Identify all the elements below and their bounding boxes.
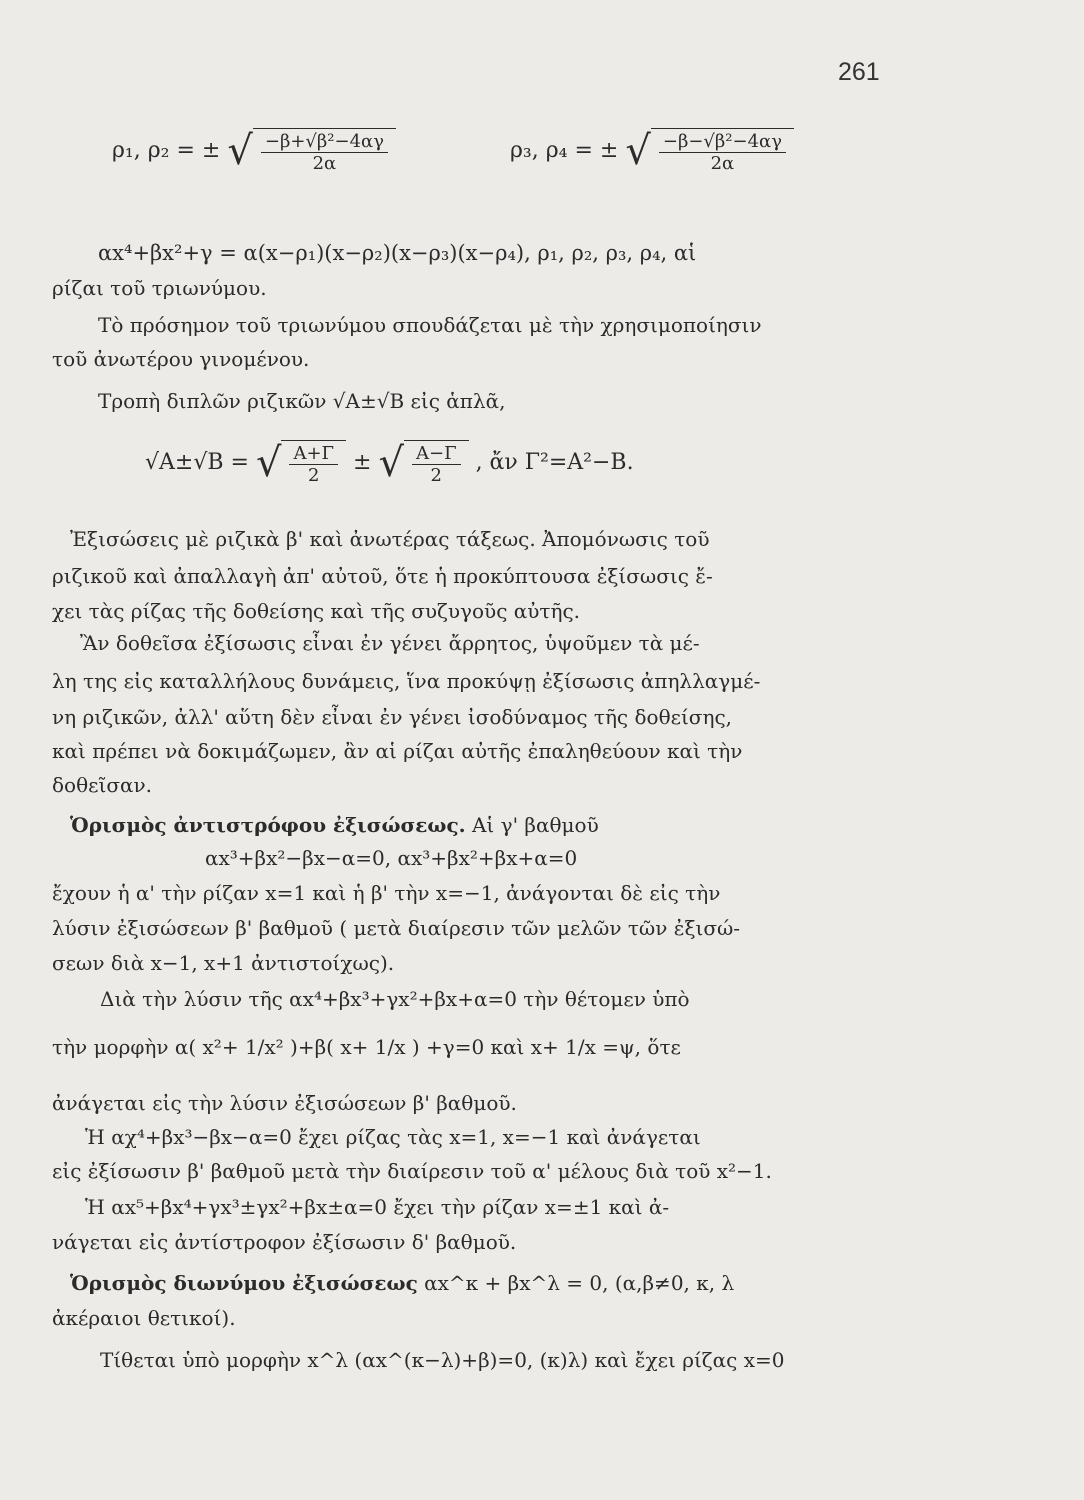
heading-rest: Αἱ γ' βαθμοῦ (465, 813, 599, 837)
formula-roots-1 (112, 128, 396, 174)
numerator: −β+√β²−4αγ (261, 131, 388, 153)
text-line: σεων διὰ x−1, x+1 ἀντιστοίχως). (52, 951, 395, 975)
formula-roots-1-left: ρ₁, ρ₂ = ± (112, 138, 221, 163)
text-line: Ἐξισώσεις μὲ ριζικὰ β' καὶ ἀνωτέρας τάξεως. Ἀπομόνωσις τοῦ (70, 527, 710, 551)
denominator: 2α (710, 153, 735, 174)
text-line: Ἡ αχ⁴+βx³−βx−α=0 ἔχει ρίζας τὰς x=1, x=−1 καὶ ἀνάγεται (85, 1125, 701, 1149)
text-line: ἀνάγεται εἰς τὴν λύσιν ἐξισώσεων β' βαθμοῦ. (52, 1091, 517, 1115)
text-line: Ἡ αx⁵+βx⁴+γx³±γx²+βx±α=0 ἔχει τὴν ρίζαν x=±1 καὶ ἀ- (85, 1195, 670, 1219)
text-line: λύσιν ἐξισώσεων β' βαθμοῦ ( μετὰ διαίρεσιν τῶν μελῶν τῶν ἐξισώ- (52, 916, 741, 940)
plus-minus-sign: ± (353, 450, 372, 475)
formula-double-radical (145, 440, 634, 486)
formula-roots-2-left: ρ₃, ρ₄ = ± (510, 138, 619, 163)
formula-roots-2 (510, 128, 794, 174)
denominator: 2 (308, 465, 320, 486)
formula-roots-2-radicand (651, 128, 794, 174)
text-line: τὴν μορφὴν α( x²+ 1/x² )+β( x+ 1/x ) +γ=0 καὶ x+ 1/x =ψ, ὅτε (52, 1035, 681, 1059)
numerator: A−Γ (412, 443, 461, 465)
radical-icon: √ (255, 440, 282, 486)
denominator: 2 (430, 465, 442, 486)
section-heading-binomial (70, 1270, 904, 1296)
radicand (281, 440, 346, 486)
section-heading-reciprocal (70, 812, 904, 838)
text-line: ἔχουν ἡ α' τὴν ρίζαν x=1 καὶ ἡ β' τὴν x=−1, ἀνάγονται δὲ εἰς τὴν (52, 881, 721, 905)
text-line: νη ριζικῶν, ἀλλ' αὕτη δὲν εἶναι ἐν γένει ἰσοδύναμος τῆς δοθείσης, (52, 705, 732, 729)
text-line: Ἂν δοθεῖσα ἐξίσωσις εἶναι ἐν γένει ἄρρητος, ὑψοῦμεν τὰ μέ- (80, 631, 700, 655)
text-line: Τίθεται ὑπὸ μορφὴν x^λ (αx^(κ−λ)+β)=0, (κ)λ) καὶ ἔχει ρίζας x=0 (100, 1348, 785, 1372)
text-line: ριζικοῦ καὶ ἀπαλλαγὴ ἀπ' αὐτοῦ, ὅτε ἡ προκύπτουσα ἐξίσωσις ἔ- (52, 564, 713, 588)
page-number: 261 (838, 58, 880, 86)
formula-reciprocal-cubic: αx³+βx²−βx−α=0, αx³+βx²+βx+α=0 (205, 846, 578, 870)
denominator: 2α (312, 153, 337, 174)
equals-sign: = (230, 450, 249, 475)
text-line: ἀκέραιοι θετικοί). (52, 1306, 236, 1330)
text-line: Τὸ πρόσημον τοῦ τριωνύμου σπουδάζεται μὲ τὴν χρησιμοποίησιν (98, 313, 762, 337)
formula-factorization: αx⁴+βx²+γ = α(x−ρ₁)(x−ρ₂)(x−ρ₃)(x−ρ₄), ρ₁, ρ₂, ρ₃, ρ₄, αἱ (98, 241, 697, 265)
text-line: καὶ πρέπει νὰ δοκιμάζωμεν, ἂν αἱ ρίζαι αὐτῆς ἐπαληθεύουν καὶ τὴν (52, 739, 743, 763)
text-line: δοθεῖσαν. (52, 773, 152, 797)
formula-roots-1-radicand (253, 128, 396, 174)
heading-bold: Ὁρισμὸς ἀντιστρόφου ἐξισώσεως. (70, 813, 466, 837)
formula-double-radical-condition: , ἄν Γ²=A²−B. (475, 450, 634, 475)
text-line: Τροπὴ διπλῶν ριζικῶν √A±√B εἰς ἁπλᾶ, (98, 389, 506, 413)
fraction (261, 131, 388, 174)
numerator: −β−√β²−4αγ (659, 131, 786, 153)
text-line: λη της εἰς καταλλήλους δυνάμεις, ἵνα προκύψῃ ἐξίσωσις ἀπηλλαγμέ- (52, 669, 761, 693)
radical-icon: √ (227, 128, 253, 174)
fraction (289, 443, 338, 486)
heading-rest: αx^κ + βx^λ = 0, (α,β≠0, κ, λ (417, 1271, 735, 1295)
fraction (659, 131, 786, 174)
text-line: εἰς ἐξίσωσιν β' βαθμοῦ μετὰ τὴν διαίρεσιν τοῦ α' μέλους διὰ τοῦ x²−1. (52, 1159, 772, 1183)
text-line: χει τὰς ρίζας τῆς δοθείσης καὶ τῆς συζυγοῦς αὐτῆς. (52, 599, 581, 623)
text-line: Διὰ τὴν λύσιν τῆς αx⁴+βx³+γx²+βx+α=0 τὴν θέτομεν ὑπὸ (100, 987, 690, 1011)
radicand (404, 440, 469, 486)
fraction (412, 443, 461, 486)
numerator: A+Γ (289, 443, 338, 465)
radical-icon: √ (625, 128, 651, 174)
formula-double-radical-left: √A±√B (145, 450, 224, 475)
radical-icon: √ (378, 440, 404, 486)
text-line: ρίζαι τοῦ τριωνύμου. (52, 276, 267, 300)
text-line: νάγεται εἰς ἀντίστροφον ἐξίσωσιν δ' βαθμοῦ. (52, 1230, 517, 1254)
heading-bold: Ὁρισμὸς διωνύμου ἐξισώσεως (70, 1271, 418, 1295)
text-line: τοῦ ἀνωτέρου γινομένου. (52, 347, 310, 371)
